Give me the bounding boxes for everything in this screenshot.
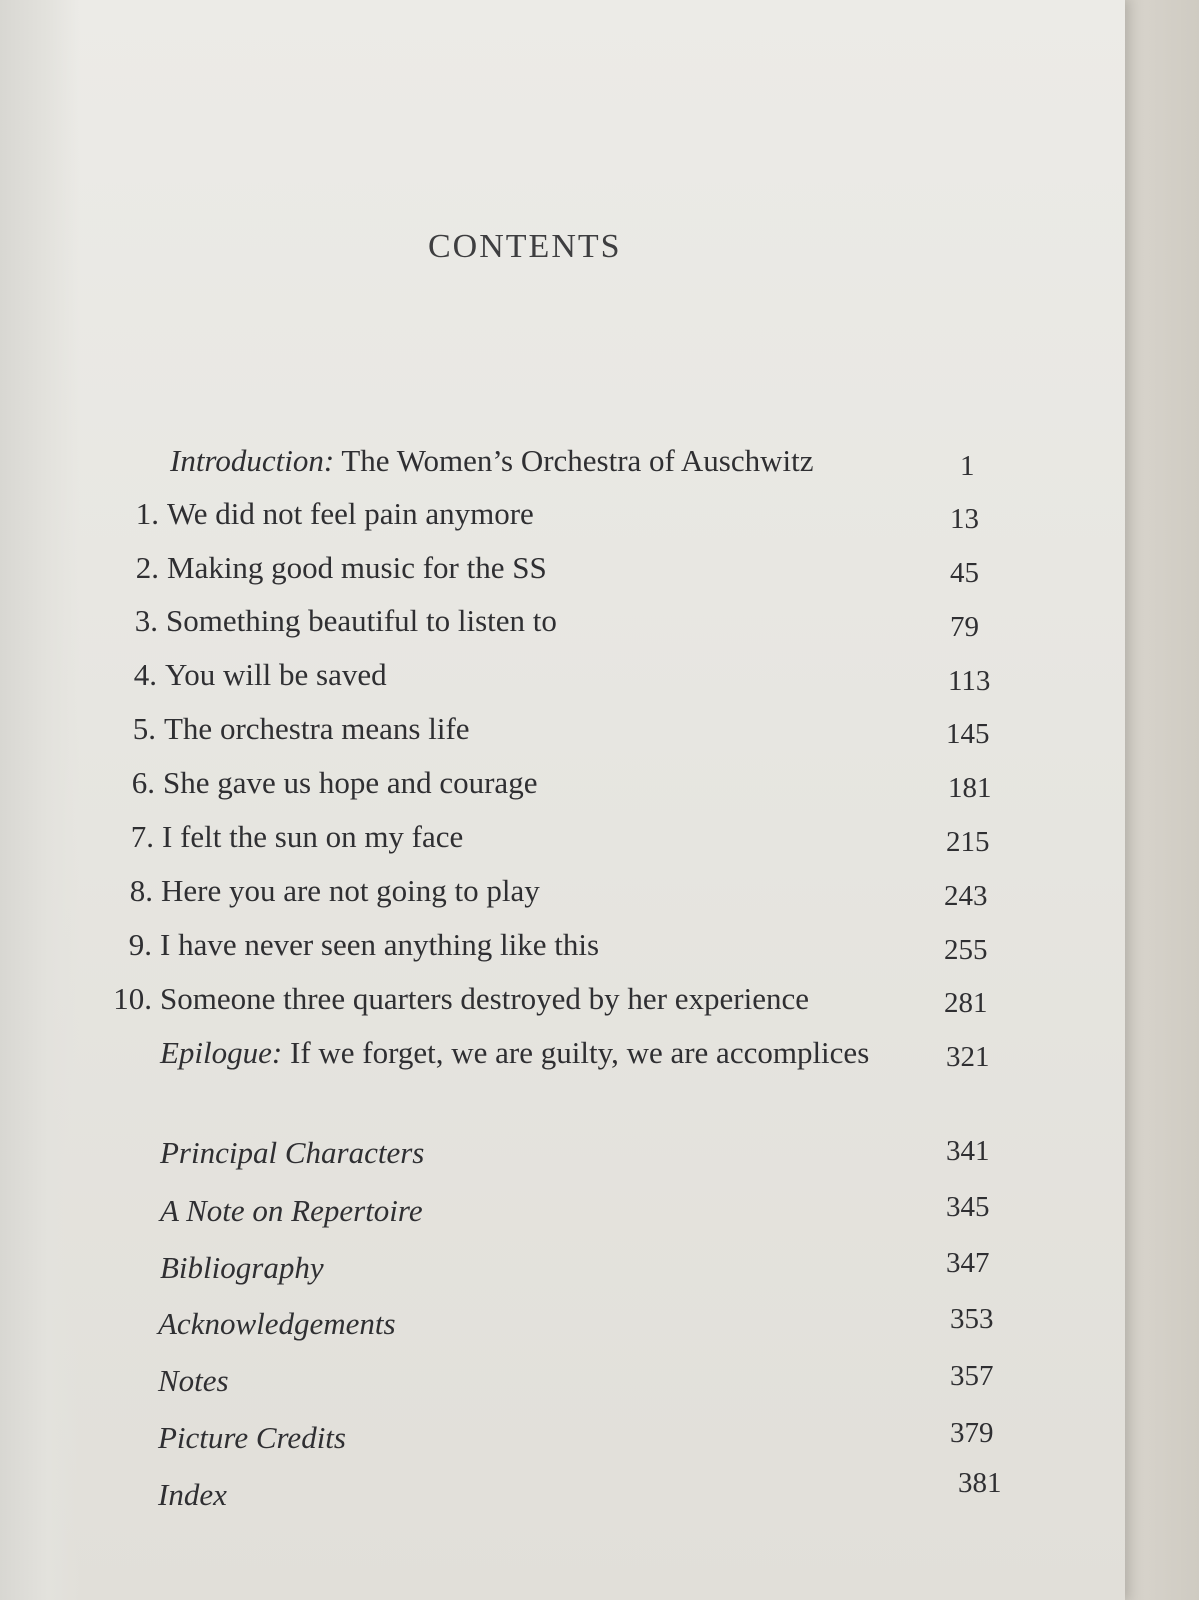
toc-entry-chapter	[133, 657, 387, 701]
chapter-number: 4.	[133, 657, 157, 692]
page-number: 353	[950, 1303, 994, 1335]
page-number: 357	[950, 1360, 994, 1392]
page-number: 379	[950, 1417, 994, 1449]
page-number: 347	[946, 1247, 990, 1279]
toc-entry-back-matter: Picture Credits	[158, 1420, 346, 1455]
page-number: 215	[946, 826, 990, 858]
toc-entry-introduction	[170, 443, 814, 487]
entry-title: Here you are not going to play	[161, 873, 540, 908]
chapter-number: 9.	[128, 927, 152, 962]
entry-title: The Women’s Orchestra of Auschwitz	[334, 443, 814, 478]
entry-title: I felt the sun on my face	[162, 819, 464, 854]
page-number: 345	[946, 1191, 990, 1223]
toc-entry-chapter	[131, 765, 538, 809]
page-number: 113	[948, 665, 991, 697]
chapter-number: 6.	[131, 765, 155, 800]
toc-entry-back-matter: Bibliography	[160, 1250, 324, 1285]
page-number: 321	[946, 1041, 990, 1073]
page-number: 79	[950, 611, 979, 643]
entry-title: The orchestra means life	[164, 711, 470, 746]
toc-entry-chapter	[135, 496, 534, 540]
toc-entry-back-matter: Notes	[158, 1363, 229, 1398]
entry-title: Making good music for the SS	[167, 550, 547, 585]
chapter-number: 5.	[132, 711, 156, 746]
page-number: 45	[950, 557, 979, 589]
page-number: 255	[944, 934, 988, 966]
page-number: 243	[944, 880, 988, 912]
entry-title: She gave us hope and courage	[163, 765, 538, 800]
entry-prefix: Epilogue:	[160, 1035, 283, 1070]
toc-entry-chapter	[128, 927, 600, 971]
entry-title: You will be saved	[165, 657, 387, 692]
page-number: 181	[948, 772, 992, 804]
toc-entry-chapter	[129, 873, 540, 917]
page-number: 381	[958, 1467, 1002, 1499]
entry-title: Someone three quarters destroyed by her experience	[160, 981, 810, 1016]
page-number: 341	[946, 1135, 990, 1167]
page-number: 13	[950, 503, 979, 535]
entry-prefix: Introduction:	[170, 443, 335, 478]
chapter-number: 10.	[113, 981, 152, 1016]
toc-entry-back-matter: Index	[158, 1477, 227, 1512]
toc-entry-chapter	[134, 603, 557, 647]
entry-title: We did not feel pain anymore	[167, 496, 534, 531]
page-number: 281	[944, 987, 988, 1019]
chapter-number: 8.	[129, 873, 153, 908]
toc-entry-chapter	[113, 981, 810, 1025]
entry-title: If we forget, we are guilty, we are accomplices	[282, 1035, 870, 1070]
toc-entry-back-matter: Acknowledgements	[158, 1306, 396, 1341]
toc-entry-back-matter: Principal Characters	[160, 1135, 425, 1170]
chapter-number: 3.	[134, 603, 158, 638]
chapter-number: 7.	[130, 819, 154, 854]
entry-title: I have never seen anything like this	[160, 927, 600, 962]
toc-entry-back-matter: A Note on Repertoire	[160, 1193, 423, 1228]
entry-title: Something beautiful to listen to	[166, 603, 557, 638]
page-number: 1	[960, 450, 975, 482]
toc-entry-chapter	[132, 711, 470, 755]
chapter-number: 2.	[135, 550, 159, 585]
chapter-number: 1.	[135, 496, 159, 531]
page-number: 145	[946, 718, 990, 750]
contents-heading: CONTENTS	[428, 228, 622, 265]
toc-entry-chapter	[130, 819, 464, 863]
toc-entry-chapter	[135, 550, 547, 594]
toc-entry-epilogue	[160, 1035, 869, 1079]
